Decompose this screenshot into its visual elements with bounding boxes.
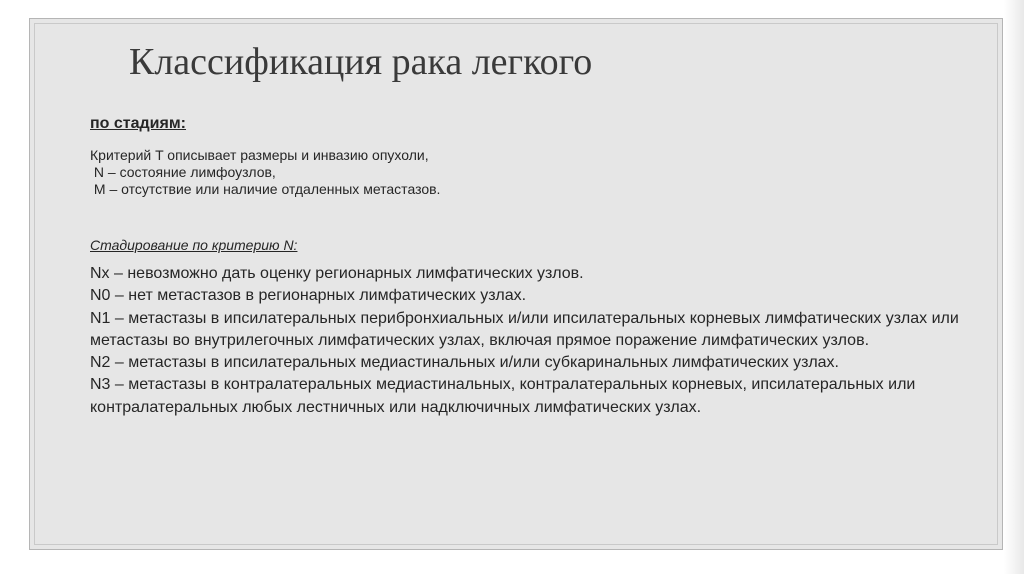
stage-item: N1 – метастазы в ипсилатеральных перибронхиальных и/или ипсилатеральных корневых лимфатических узлах или метастазы во внутрилегочных лимфатических узлах, включая прямое поражение лимфатических узлов. [90, 309, 959, 349]
criteria-line: N – состояние лимфоузлов, [90, 164, 276, 180]
stage-item: N3 – метастазы в контралатеральных медиастинальных, контралатеральных корневых, ипсилатеральных или контралатеральных любых лестничных или надключичных лимфатических узлах. [90, 376, 916, 416]
stage-item: N2 – метастазы в ипсилатеральных медиастинальных и/или субкаринальных лимфатических узлах. [90, 354, 839, 372]
tnm-criteria-list [90, 147, 440, 198]
n-staging-subheading: Стадирование по критерию N: [90, 237, 298, 253]
section-heading: по стадиям: [90, 115, 187, 132]
stage-item: Nx – невозможно дать оценку регионарных лимфатических узлов. [90, 265, 584, 282]
slide-title: Классификация рака легкого [129, 41, 593, 83]
stage-item: N0 – нет метастазов в регионарных лимфатических узлах. [90, 287, 527, 305]
n-stage-list [90, 263, 980, 419]
criteria-line: M – отсутствие или наличие отдаленных метастазов. [90, 181, 441, 197]
slide [29, 18, 1003, 550]
page-edge-shadow [1004, 0, 1024, 574]
criteria-line: Критерий T описывает размеры и инвазию опухоли, [90, 147, 429, 163]
